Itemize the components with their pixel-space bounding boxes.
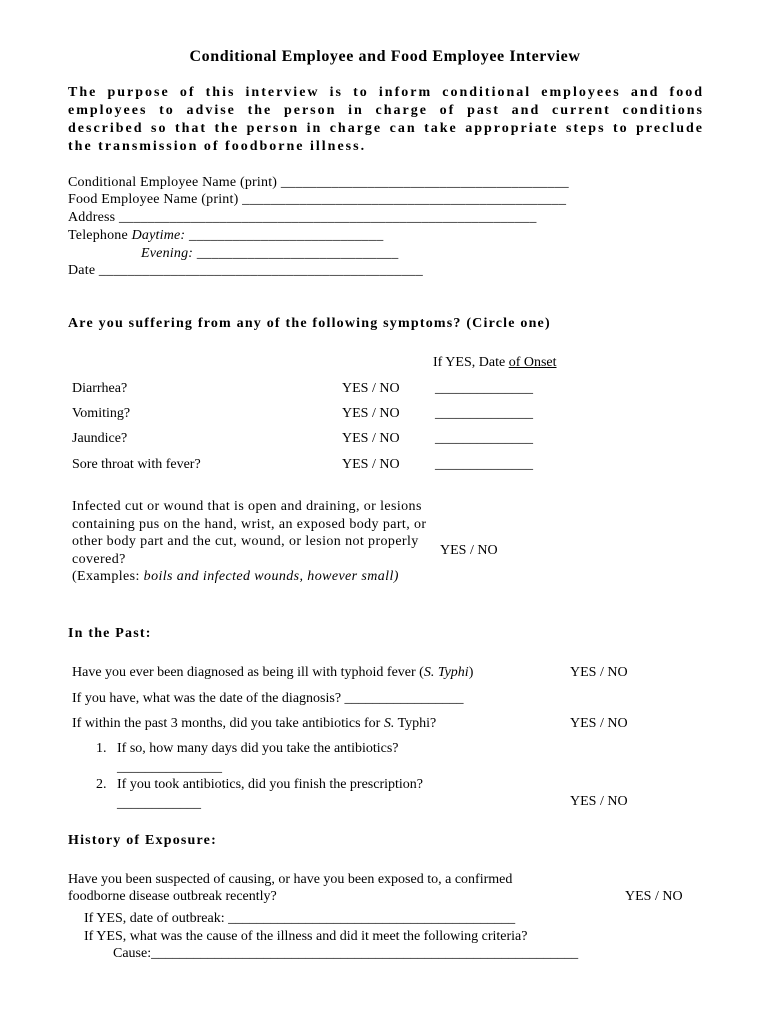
symptom-label-diarrhea: Diarrhea? [72, 381, 128, 396]
symptom-label-jaundice: Jaundice? [72, 431, 128, 446]
symptom-answer-vomiting[interactable]: YES / NO [342, 406, 400, 421]
antibiotics-question-text: If within the past 3 months, did you take antibiotics for [72, 716, 384, 731]
purpose-paragraph: The purpose of this interview is to inform conditional employees and food employees to advise the person in charge of past and current conditions described so that the person in charge can take appropriate steps to preclude the transmission of foodborne illness. [68, 85, 704, 154]
sub-question-1-line[interactable]: _______________ [117, 760, 222, 775]
typhoid-question [72, 665, 473, 681]
diagnosis-date-field[interactable]: If you have, what was the date of the diagnosis? _________________ [72, 691, 464, 706]
outbreak-question-line-1: Have you been suspected of causing, or have you been exposed to, a confirmed [68, 872, 513, 887]
food-employee-name-field[interactable]: Food Employee Name (print) _____________________________________________ [68, 192, 567, 207]
examples-prefix: (Examples: [72, 569, 144, 585]
onset-underlined: of Onset [508, 355, 557, 370]
sub-question-2: If you took antibiotics, did you finish the prescription? [117, 777, 424, 792]
daytime-label: Daytime: [131, 228, 186, 243]
symptom-answer-diarrhea[interactable]: YES / NO [342, 381, 400, 396]
address-field[interactable]: Address __________________________________________________________ [68, 210, 537, 225]
examples-italic: boils and infected wounds, however small) [143, 569, 399, 585]
symptom-label-vomiting: Vomiting? [72, 406, 131, 421]
evening-line: ____________________________ [193, 246, 399, 261]
symptoms-heading: Are you suffering from any of the following symptoms? (Circle one) [68, 316, 551, 331]
typhoid-question-text: Have you ever been diagnosed as being ill with typhoid fever ( [72, 665, 424, 680]
telephone-label: Telephone [68, 228, 132, 243]
page-title: Conditional Employee and Food Employee Interview [189, 48, 581, 65]
typhoid-answer[interactable]: YES / NO [570, 665, 628, 680]
symptom-answer-sore-throat[interactable]: YES / NO [342, 457, 400, 472]
symptom-onset-diarrhea[interactable]: ______________ [435, 381, 533, 396]
conditional-employee-name-field[interactable]: Conditional Employee Name (print) ________________________________________ [68, 175, 569, 190]
sub-question-2-answer[interactable]: YES / NO [570, 794, 628, 809]
symptom-answer-jaundice[interactable]: YES / NO [342, 431, 400, 446]
antibiotics-question-end: Typhi? [394, 716, 437, 731]
sub-question-2-number: 2. [96, 777, 107, 792]
telephone-daytime-field[interactable] [68, 228, 383, 244]
symptom-onset-vomiting[interactable]: ______________ [435, 406, 533, 421]
onset-column-header [433, 355, 557, 371]
infected-wound-question [72, 498, 442, 586]
outbreak-answer[interactable]: YES / NO [625, 889, 683, 904]
outbreak-question-line-2: foodborne disease outbreak recently? [68, 889, 277, 904]
date-field[interactable]: Date _____________________________________________ [68, 263, 423, 278]
typhoid-question-italic: S. Typhi [423, 665, 469, 680]
cause-field[interactable]: Cause:_____________________________________________________________ [113, 946, 579, 961]
symptom-onset-sore-throat[interactable]: ______________ [435, 457, 533, 472]
exposure-heading: History of Exposure: [68, 833, 217, 848]
sub-question-1-number: 1. [96, 741, 107, 756]
onset-prefix: If YES, Date [433, 355, 509, 370]
typhoid-question-end: ) [468, 665, 474, 680]
evening-label: Evening: [141, 246, 194, 261]
sub-question-1: If so, how many days did you take the antibiotics? [117, 741, 399, 756]
telephone-evening-field[interactable] [141, 246, 398, 262]
symptom-label-sore-throat: Sore throat with fever? [72, 457, 201, 472]
symptom-onset-jaundice[interactable]: ______________ [435, 431, 533, 446]
antibiotics-question [72, 716, 436, 732]
infected-wound-answer[interactable]: YES / NO [440, 543, 498, 558]
past-heading: In the Past: [68, 626, 152, 641]
daytime-line: ___________________________ [185, 228, 384, 243]
sub-question-2-line[interactable]: ____________ [117, 796, 201, 811]
cause-question: If YES, what was the cause of the illness and did it meet the following criteria? [84, 929, 528, 944]
antibiotics-question-italic: S. [383, 716, 395, 731]
infected-wound-text: Infected cut or wound that is open and draining, or lesions containing pus on the hand, wrist, an exposed body part, or other body part and the cut, wound, or lesion not properly covered? [72, 499, 427, 567]
outbreak-date-field[interactable]: If YES, date of outbreak: _________________________________________ [84, 911, 516, 926]
antibiotics-answer[interactable]: YES / NO [570, 716, 628, 731]
